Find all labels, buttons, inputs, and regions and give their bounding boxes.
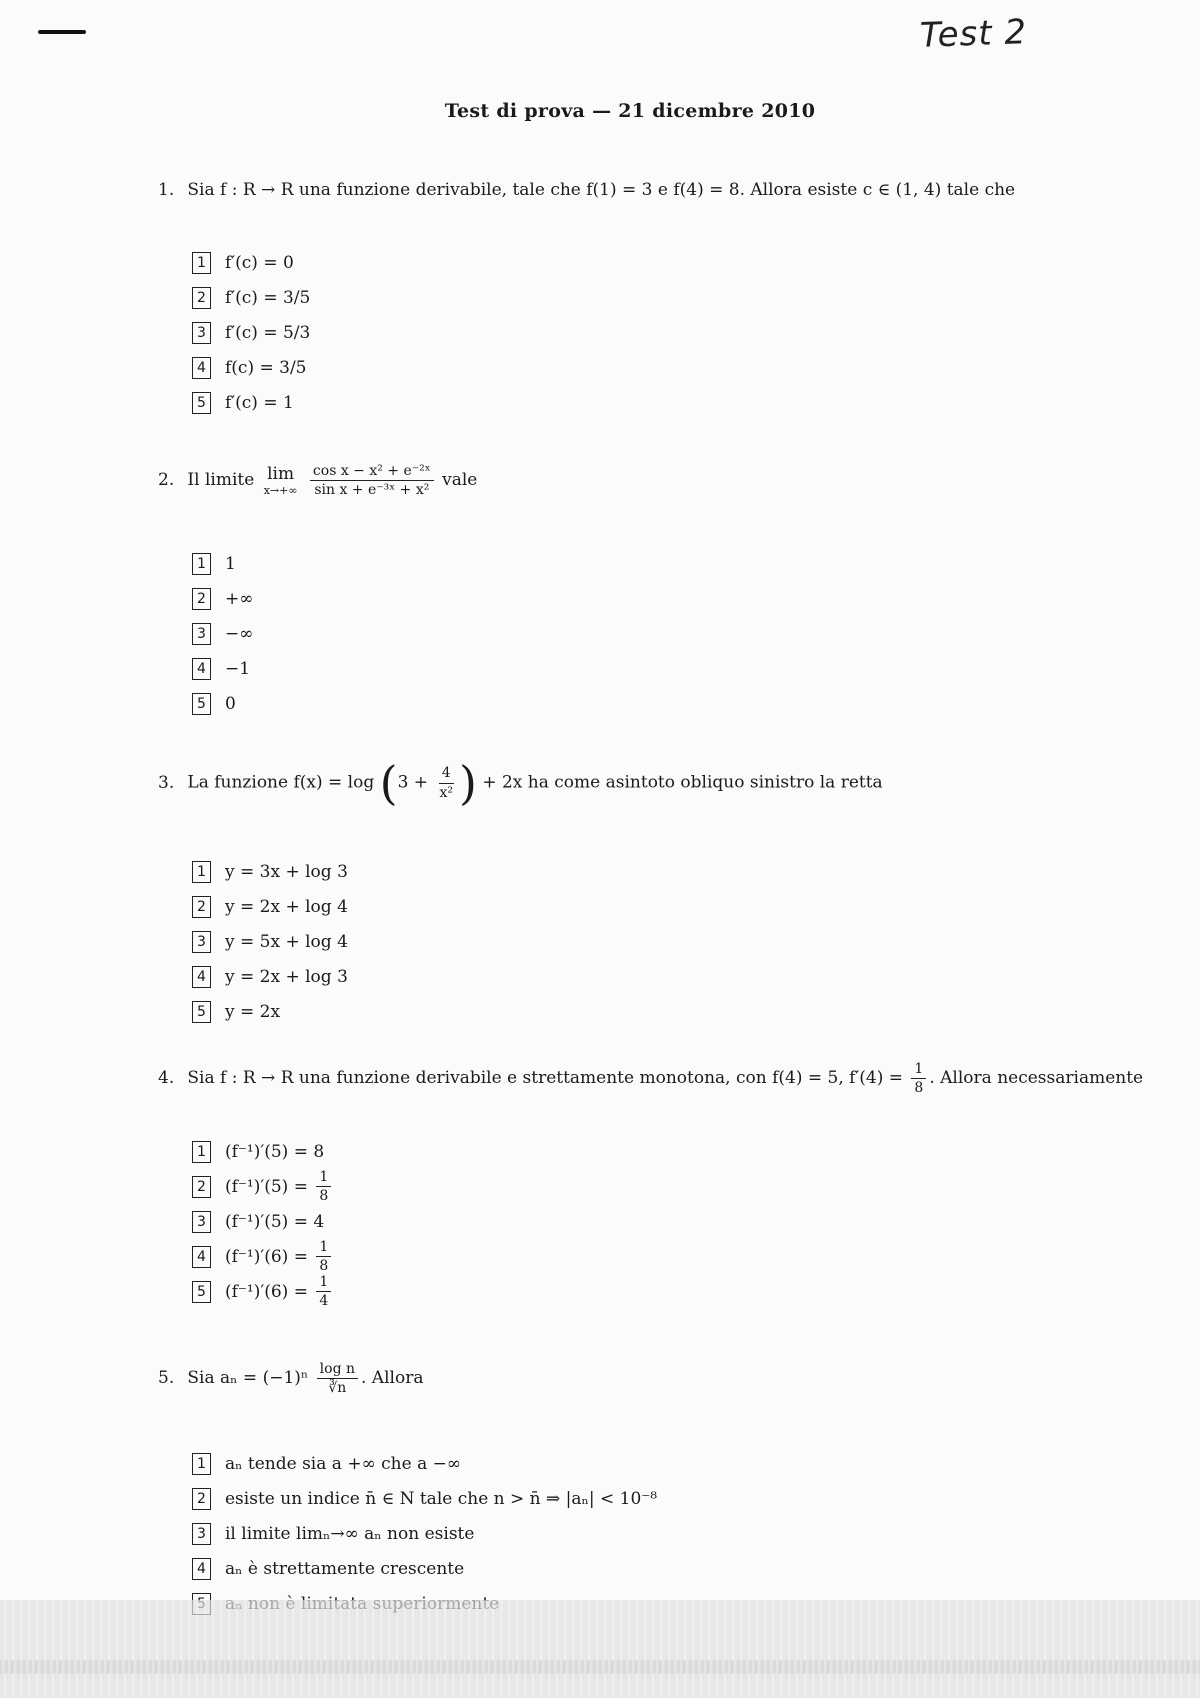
option-number: 4 — [192, 966, 211, 988]
fraction-numerator: cos x − x² + e⁻²ˣ — [310, 462, 434, 481]
option[interactable] — [192, 546, 253, 581]
question-4 — [158, 1060, 1143, 1097]
option[interactable] — [192, 994, 348, 1029]
question-text-end: . Allora necessariamente — [929, 1068, 1144, 1089]
limit-fraction — [310, 462, 434, 499]
option-number: 4 — [192, 357, 211, 379]
option[interactable] — [192, 651, 253, 686]
option-number: 3 — [192, 931, 211, 953]
options-4 — [192, 1134, 334, 1309]
handwritten-note: Test 2 — [919, 12, 1028, 56]
option[interactable] — [192, 1516, 657, 1551]
option-number: 5 — [192, 1001, 211, 1023]
option-number: 4 — [192, 1558, 211, 1580]
question-3 — [158, 756, 883, 810]
log-fraction — [436, 764, 456, 801]
option-text: 0 — [225, 693, 236, 714]
limit-label: lim — [267, 463, 295, 484]
option-number: 2 — [192, 588, 211, 610]
question-text-end: + 2x ha come asintoto obliquo sinistro la retta — [482, 772, 883, 793]
option[interactable] — [192, 280, 310, 315]
option-text: y = 3x + log 3 — [225, 861, 348, 882]
fraction-numerator: 4 — [439, 764, 454, 783]
paren-open: ( — [379, 756, 398, 810]
option-text: (f⁻¹)′(6) = — [225, 1281, 308, 1302]
question-number: 5. — [158, 1368, 175, 1389]
option-number: 5 — [192, 392, 211, 414]
option[interactable] — [192, 616, 253, 651]
option[interactable] — [192, 1274, 334, 1309]
option[interactable] — [192, 385, 310, 420]
option-number: 1 — [192, 252, 211, 274]
options-5 — [192, 1446, 657, 1621]
paren-close: ) — [458, 756, 477, 810]
option[interactable] — [192, 350, 310, 385]
question-text-end: vale — [442, 470, 478, 491]
option[interactable] — [192, 315, 310, 350]
derivative-fraction — [911, 1060, 926, 1097]
option-text: y = 2x + log 3 — [225, 966, 348, 987]
fraction-denominator: 8 — [319, 1258, 329, 1274]
option[interactable] — [192, 1169, 334, 1204]
option-text: (f⁻¹)′(5) = 8 — [225, 1141, 325, 1162]
question-2 — [158, 462, 477, 499]
option-number: 2 — [192, 1176, 211, 1198]
fraction-denominator: 8 — [914, 1080, 924, 1097]
option[interactable] — [192, 959, 348, 994]
option-number: 4 — [192, 658, 211, 680]
option-text: +∞ — [225, 588, 254, 609]
option[interactable] — [192, 581, 253, 616]
option-text: f′(c) = 1 — [225, 392, 294, 413]
option-number: 5 — [192, 693, 211, 715]
option-number: 3 — [192, 1523, 211, 1545]
option[interactable] — [192, 1446, 657, 1481]
fraction-numerator: 1 — [911, 1060, 926, 1079]
option[interactable] — [192, 1481, 657, 1516]
options-3 — [192, 854, 348, 1029]
question-1 — [158, 180, 1015, 200]
option-number: 2 — [192, 1488, 211, 1510]
question-5 — [158, 1360, 423, 1397]
fraction-denominator: 8 — [319, 1188, 329, 1204]
option-text: aₙ è strettamente crescente — [225, 1558, 465, 1579]
option-text: y = 2x + log 4 — [225, 896, 348, 917]
option-number: 1 — [192, 861, 211, 883]
scan-noise-line — [0, 1660, 1200, 1674]
question-number: 1. — [158, 180, 175, 200]
option-text: f′(c) = 0 — [225, 252, 294, 273]
option[interactable] — [192, 1551, 657, 1586]
question-text: Sia f : R → R una funzione derivabile e strettamente monotona, con f(4) = 5, f′(4) = — [187, 1068, 904, 1089]
option-text: (f⁻¹)′(5) = — [225, 1176, 308, 1197]
option[interactable] — [192, 245, 310, 280]
question-text: Il limite — [187, 470, 255, 491]
option[interactable] — [192, 1134, 334, 1169]
option-text: 1 — [225, 553, 236, 574]
limit-subscript: x→+∞ — [263, 484, 298, 498]
option[interactable] — [192, 686, 253, 721]
option[interactable] — [192, 854, 348, 889]
option-text: f′(c) = 3/5 — [225, 287, 311, 308]
question-text: Sia aₙ = (−1)ⁿ — [187, 1368, 309, 1389]
options-2 — [192, 546, 253, 721]
fraction-numerator: 1 — [316, 1168, 331, 1187]
option-number: 1 — [192, 553, 211, 575]
option-number: 3 — [192, 322, 211, 344]
fraction-denominator: ∛n — [328, 1380, 347, 1397]
option-text: (f⁻¹)′(6) = — [225, 1246, 308, 1267]
option-number: 2 — [192, 287, 211, 309]
option[interactable] — [192, 924, 348, 959]
page-title: Test di prova — 21 dicembre 2010 — [444, 100, 816, 122]
option-text: (f⁻¹)′(5) = 4 — [225, 1211, 325, 1232]
option-text: y = 2x — [225, 1001, 281, 1022]
option-number: 4 — [192, 1246, 211, 1268]
option-number: 5 — [192, 1281, 211, 1303]
fraction-numerator: log n — [317, 1360, 358, 1379]
question-text: Sia f : R → R una funzione derivabile, tale che f(1) = 3 e f(4) = 8. Allora esiste c ∈ (1, 4) tale che — [187, 180, 1016, 200]
fraction-denominator: sin x + e⁻³ˣ + x² — [314, 482, 430, 499]
fraction-numerator: 1 — [316, 1273, 331, 1292]
option-fraction — [316, 1273, 331, 1310]
option[interactable] — [192, 889, 348, 924]
option-text: il limite limₙ→∞ aₙ non esiste — [225, 1523, 475, 1544]
options-1 — [192, 245, 310, 420]
scan-noise-band — [0, 1600, 1200, 1698]
option-text: aₙ tende sia a +∞ che a −∞ — [225, 1453, 462, 1474]
option-number: 3 — [192, 623, 211, 645]
option-number: 1 — [192, 1141, 211, 1163]
option-text: esiste un indice n̄ ∈ N tale che n > n̄ ⇒ |aₙ| < 10⁻⁸ — [225, 1488, 658, 1509]
option-fraction — [316, 1238, 331, 1275]
limit-expression — [264, 464, 298, 498]
fraction-denominator: x² — [439, 784, 453, 801]
option-text: −∞ — [225, 623, 254, 644]
option-text: y = 5x + log 4 — [225, 931, 348, 952]
scan-mark — [38, 30, 86, 34]
paren-inner: 3 + — [397, 772, 429, 793]
option-text: f′(c) = 5/3 — [225, 322, 311, 343]
fraction-denominator: 4 — [319, 1293, 329, 1309]
option-text: f(c) = 3/5 — [225, 357, 307, 378]
fraction-numerator: 1 — [316, 1238, 331, 1257]
option-text: −1 — [225, 658, 251, 679]
question-number: 3. — [158, 772, 175, 793]
question-text: La funzione f(x) = log — [187, 772, 375, 793]
sequence-fraction — [317, 1360, 358, 1397]
option[interactable] — [192, 1239, 334, 1274]
question-text-end: . Allora — [361, 1368, 424, 1389]
option-number: 2 — [192, 896, 211, 918]
option-fraction — [316, 1168, 331, 1205]
question-number: 2. — [158, 470, 175, 491]
option-number: 1 — [192, 1453, 211, 1475]
question-number: 4. — [158, 1068, 175, 1089]
option[interactable] — [192, 1204, 334, 1239]
option-number: 3 — [192, 1211, 211, 1233]
